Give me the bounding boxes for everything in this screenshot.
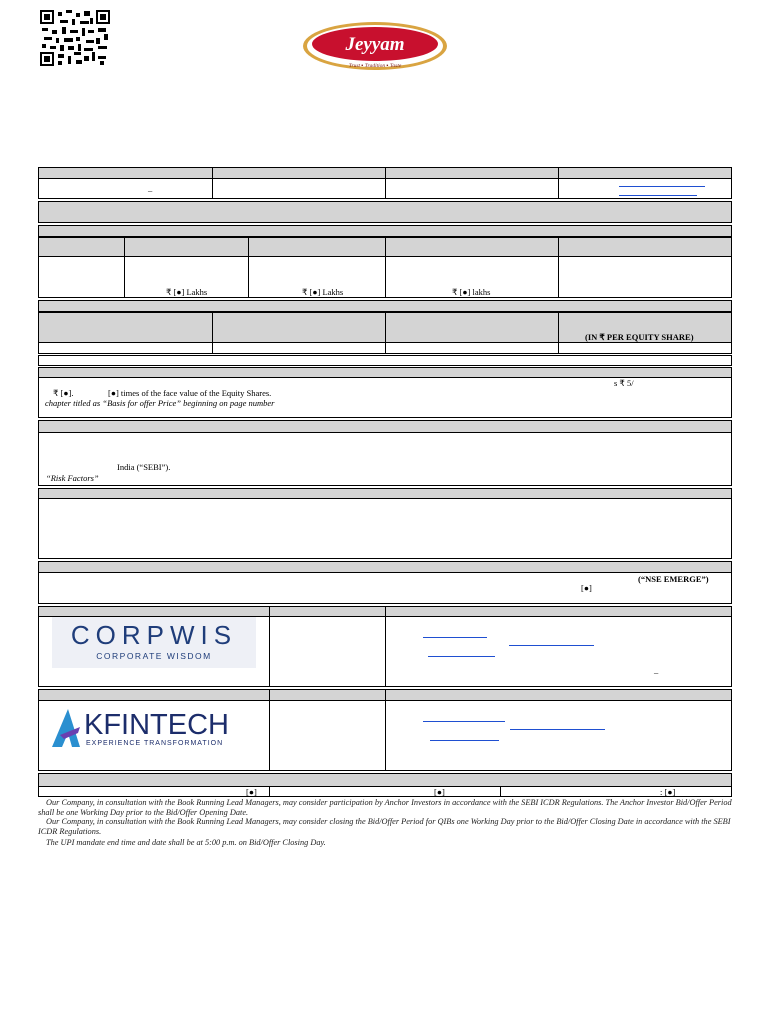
brlm-logo-sub: CORPORATE WISDOM [96, 651, 212, 661]
company-logo [301, 20, 449, 72]
registrar-logo [50, 703, 260, 751]
section-subheader [38, 225, 732, 237]
email-link[interactable] [619, 195, 697, 196]
brlm-logo [52, 617, 256, 668]
bid-closing-date: : [●] [660, 787, 676, 797]
price-unit-header: (IN ₹ PER EQUITY SHARE) [585, 332, 694, 342]
anchor-bid-date: [●] [246, 787, 257, 797]
registrar-website-link[interactable] [423, 721, 505, 722]
website-link[interactable] [619, 186, 705, 187]
section-banner [38, 201, 732, 223]
registrar-grievance-link[interactable] [430, 740, 499, 741]
basis-offer-price-ref: chapter titled as “Basis for offer Price” beginning on page number [45, 398, 275, 408]
fresh-issue-size: ₹ [●] Lakhs [166, 287, 208, 297]
nse-emerge: (“NSE EMERGE”) [638, 574, 709, 584]
brlm-grievance-link[interactable] [428, 656, 495, 657]
company-tagline: Trust ▪ Tradition ▪ Taste [348, 63, 402, 69]
bid-opening-date: [●] [434, 787, 445, 797]
listing-body [38, 572, 732, 604]
registrar-logo-sub: EXPERIENCE TRANSFORMATION [86, 740, 224, 747]
footnote-anchor: Our Company, in consultation with the Book Running Lead Managers, may consider participation by Anchor Investors in accordance with the SEBI ICDR Regulations. The Anchor Investor Bid/Offer Period shall be one Working Day prior to the Bid/Offer Opening Date. [38, 798, 732, 817]
company-logo-text: Jeyyam [345, 34, 405, 55]
risks-body [38, 432, 732, 486]
ofs-size: ₹ [●] Lakhs [302, 287, 344, 297]
footnote-qib: Our Company, in consultation with the Book Running Lead Managers, may consider closing the Bid/Offer Period for QIBs one Working Day prior to the Bid/Offer Closing Date in accordance with the SEBI ICDR Regulations. [38, 817, 731, 836]
registrar-logo-text: KFINTECH [84, 709, 229, 741]
price-band-times: [●] times of the face value of the Equity Shares. [108, 388, 272, 398]
brlm-email-link[interactable] [509, 645, 594, 646]
designated-exchange: [●] [581, 583, 592, 593]
price-band-floor: ₹ [●]. [53, 388, 74, 398]
bid-period-body [38, 786, 732, 797]
responsibility-body [38, 498, 732, 559]
brlm-dash: – [654, 667, 659, 677]
qr-code-icon [40, 10, 110, 66]
price-section-header [38, 300, 732, 312]
bid-period-header [38, 773, 732, 787]
brlm-website-link[interactable] [423, 637, 487, 638]
risk-factors-ref: “Risk Factors” [46, 473, 99, 483]
sebi-ref: India (“SEBI”). [117, 462, 171, 472]
brlm-logo-text: CORPWIS [70, 620, 238, 650]
registrar-email-link[interactable] [510, 729, 605, 730]
face-value: s ₹ 5/ [614, 378, 634, 388]
footnote-upi: The UPI mandate end time and date shall be at 5:00 p.m. on Bid/Offer Closing Day. [46, 838, 326, 847]
spacer-row [38, 355, 732, 366]
total-offer-size: ₹ [●] lakhs [452, 287, 491, 297]
row1-dash: – [148, 185, 153, 195]
